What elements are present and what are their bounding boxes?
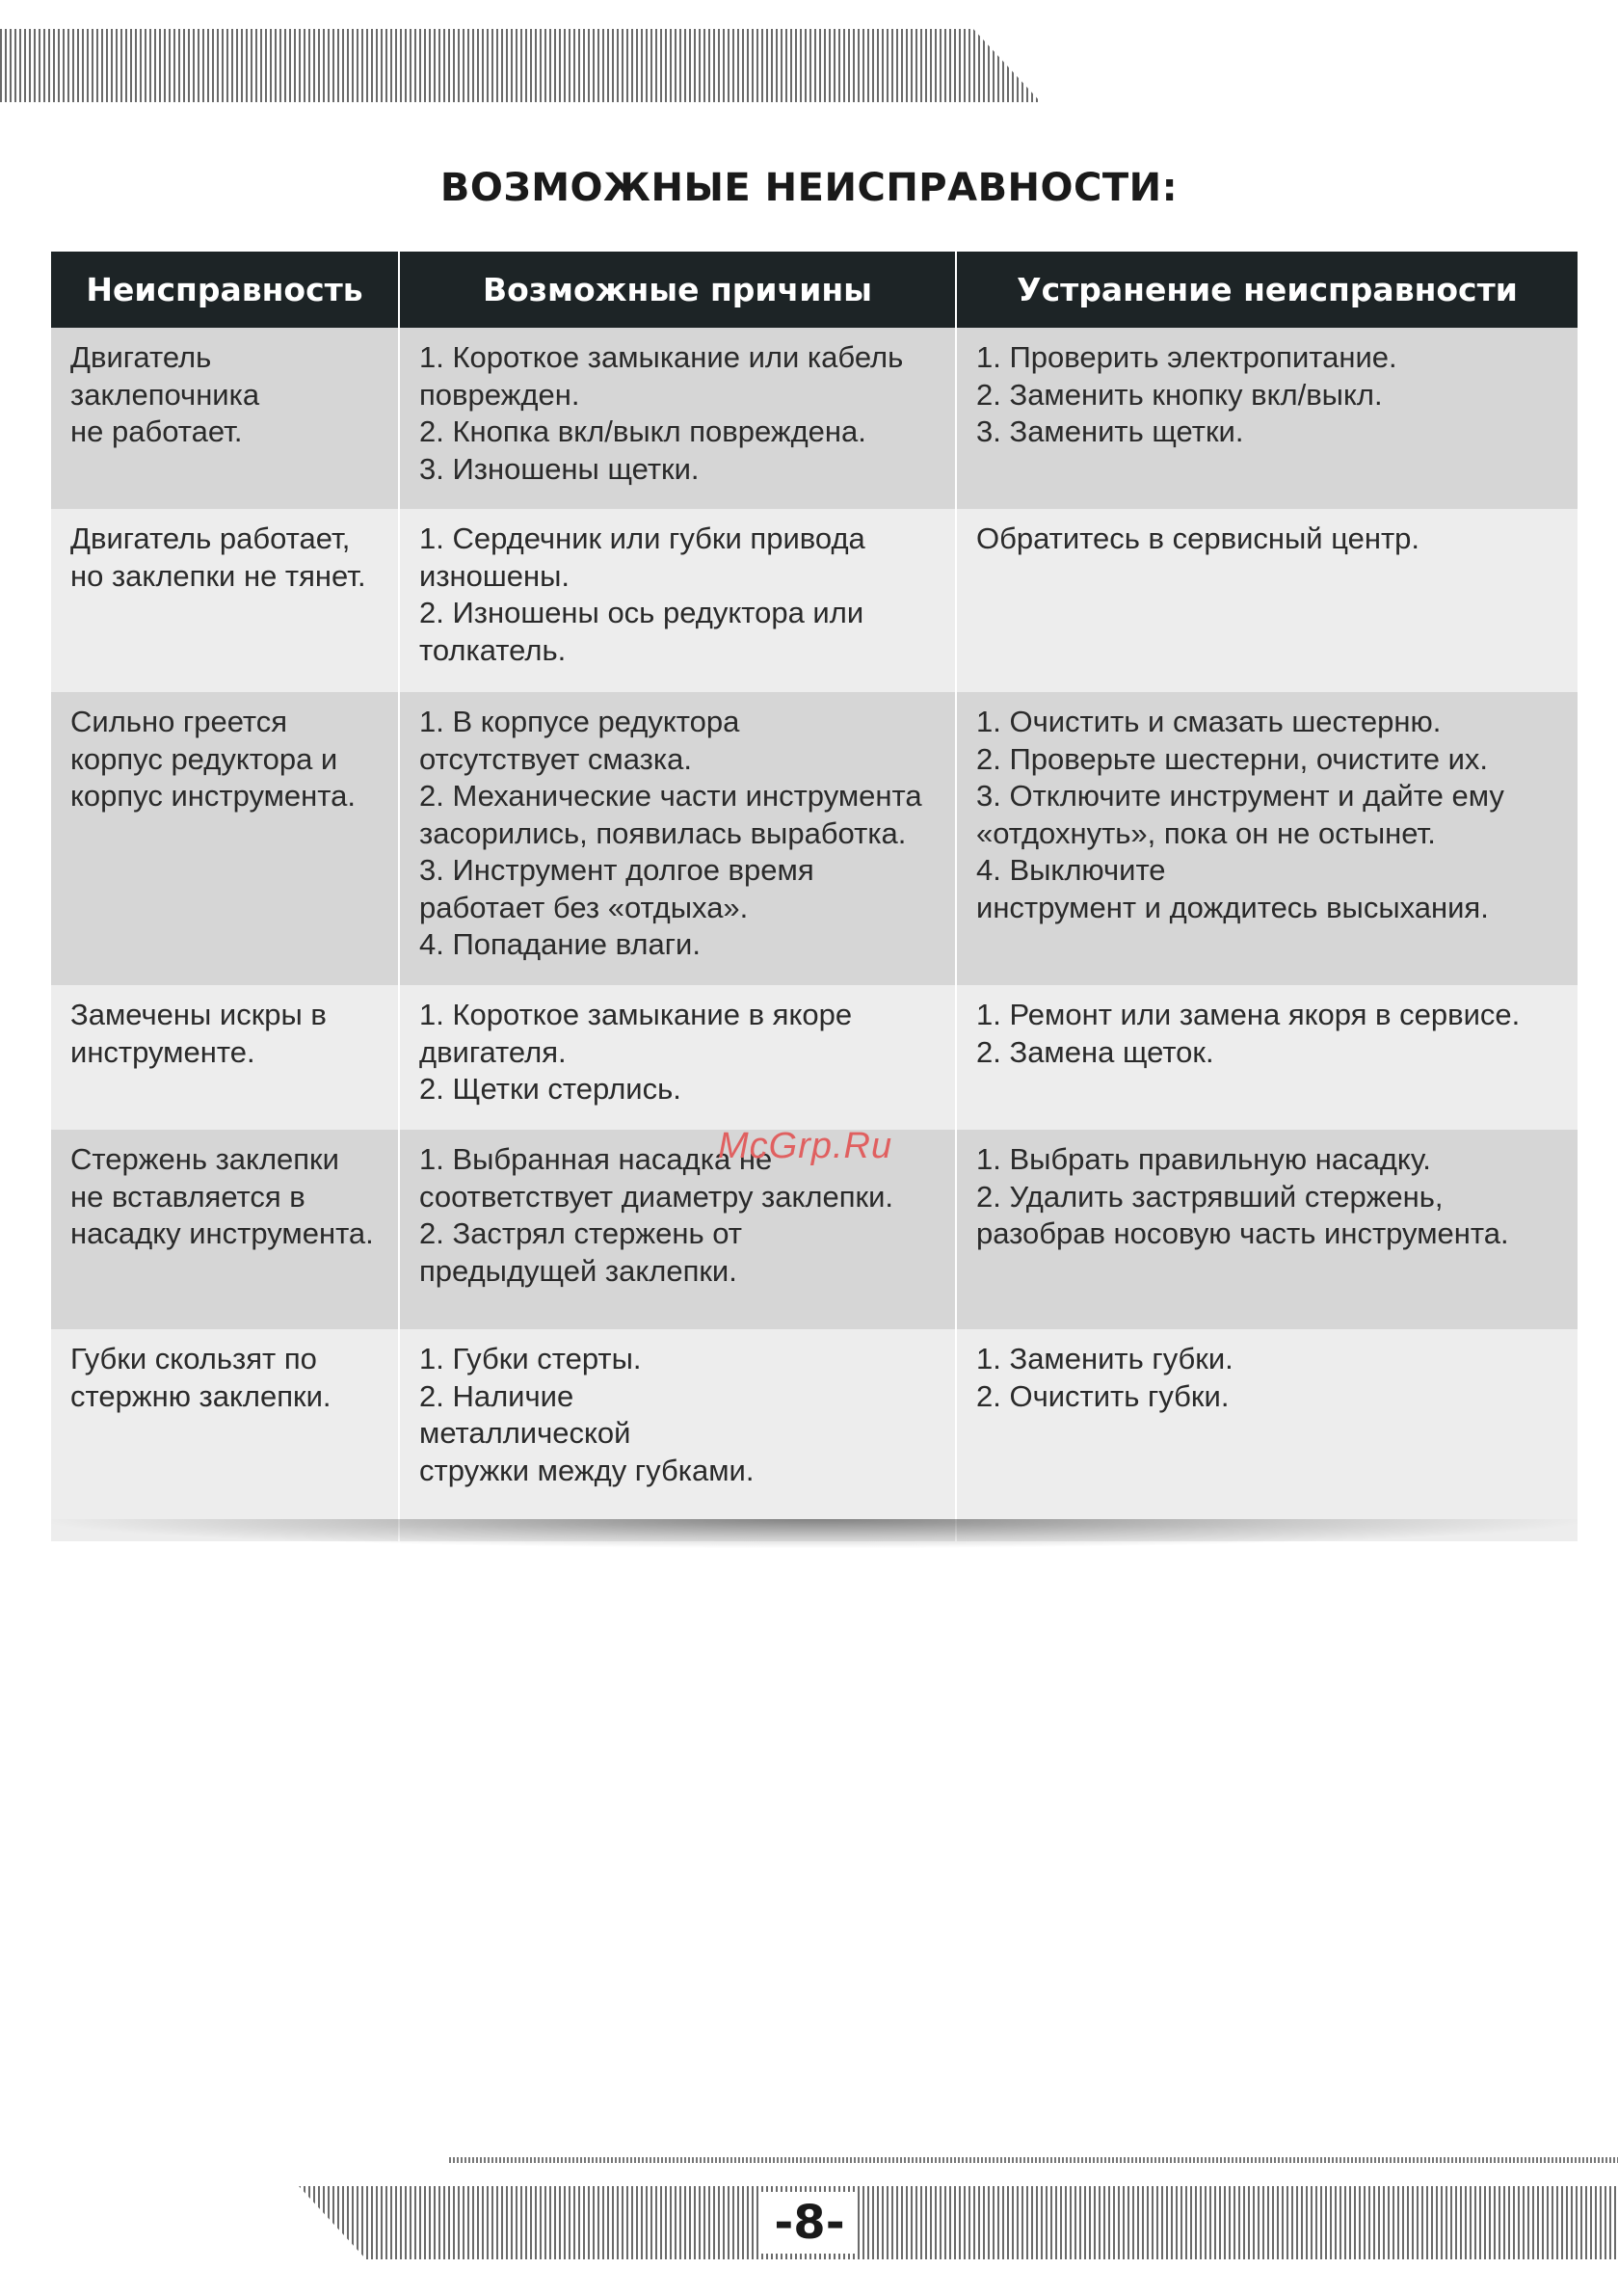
- cell-text-line: Губки скользят по: [70, 1342, 317, 1375]
- fault-cell: [51, 1329, 399, 1541]
- cell-text-line: Обратитесь в сервисный центр.: [976, 521, 1420, 555]
- header-fixes: Устранение неисправности: [956, 252, 1578, 328]
- header-causes: Возможные причины: [399, 252, 956, 328]
- causes-cell: [399, 1329, 956, 1541]
- table-row: [51, 1329, 1578, 1541]
- bottom-hatch-band: [299, 2186, 1618, 2259]
- cell-text-line: 2. Удалить застрявший стержень,: [976, 1179, 1444, 1214]
- cell-text-line: засорились, появилась выработка.: [419, 815, 907, 850]
- cell-text-line: не работает.: [70, 414, 243, 448]
- cell-text-line: 2. Изношены ось редуктора или: [419, 596, 864, 629]
- cell-text-line: 2. Очистить губки.: [976, 1378, 1230, 1413]
- cell-text-line: инструменте.: [70, 1034, 255, 1069]
- cell-text-line: 1. Ремонт или замена якоря в сервисе.: [976, 998, 1521, 1031]
- table-row: [51, 509, 1578, 692]
- fixes-cell: [956, 509, 1578, 692]
- cell-text-line: 2. Проверьте шестерни, очистите их.: [976, 741, 1489, 776]
- cell-text-line: Сильно греется: [70, 705, 288, 738]
- fixes-cell: [956, 985, 1578, 1130]
- cell-text-line: 4. Выключите: [976, 853, 1166, 887]
- faults-table: [51, 252, 1578, 1541]
- table-row: [51, 692, 1578, 985]
- cell-text-line: 4. Попадание влаги.: [419, 927, 701, 961]
- causes-cell: [399, 985, 956, 1130]
- cell-text-line: поврежден.: [419, 377, 580, 412]
- cell-text-line: 2. Механические части инструмента: [419, 779, 922, 813]
- cell-text-line: изношены.: [419, 558, 570, 593]
- fixes-cell: [956, 328, 1578, 509]
- cell-text-line: 1. Короткое замыкание или кабель: [419, 340, 904, 374]
- cell-text-line: 1. Короткое замыкание в якоре: [419, 998, 853, 1031]
- table-row: [51, 985, 1578, 1130]
- page-number: -8-: [761, 2192, 858, 2254]
- causes-cell: [399, 328, 956, 509]
- cell-text-line: 1. Выбрать правильную насадку.: [976, 1142, 1431, 1176]
- fault-cell: [51, 328, 399, 509]
- table-shadow: [51, 1519, 1578, 1548]
- causes-cell: [399, 692, 956, 985]
- cell-text-line: 3. Заменить щетки.: [976, 414, 1244, 448]
- bottom-dotted-line: [449, 2157, 1618, 2163]
- cell-text-line: насадку инструмента.: [70, 1216, 374, 1250]
- cell-text-line: заклепочника: [70, 377, 260, 412]
- cell-text-line: корпус инструмента.: [70, 779, 356, 813]
- cell-text-line: предыдущей заклепки.: [419, 1253, 737, 1288]
- cell-text-line: 2. Щетки стерлись.: [419, 1072, 681, 1106]
- cell-text-line: работает без «отдыха».: [419, 890, 749, 924]
- cell-text-line: стержню заклепки.: [70, 1378, 332, 1413]
- top-hatch-band: [0, 29, 1041, 102]
- fault-cell: [51, 985, 399, 1130]
- cell-text-line: 3. Отключите инструмент и дайте ему: [976, 779, 1504, 813]
- fault-cell: [51, 692, 399, 985]
- cell-text-line: 1. Очистить и смазать шестерню.: [976, 705, 1442, 738]
- cell-text-line: корпус редуктора и: [70, 741, 338, 776]
- cell-text-line: 1. Заменить губки.: [976, 1342, 1233, 1375]
- cell-text-line: не вставляется в: [70, 1179, 305, 1214]
- cell-text-line: инструмент и дождитесь высыхания.: [976, 890, 1489, 924]
- cell-text-line: 2. Заменить кнопку вкл/выкл.: [976, 377, 1383, 412]
- fault-cell: [51, 509, 399, 692]
- cell-text-line: 3. Инструмент долгое время: [419, 853, 814, 887]
- table-header-row: [51, 252, 1578, 328]
- cell-text-line: разобрав носовую часть инструмента.: [976, 1216, 1509, 1250]
- cell-text-line: 2. Замена щеток.: [976, 1034, 1214, 1069]
- cell-text-line: Двигатель: [70, 340, 212, 374]
- cell-text-line: 2. Застрял стержень от: [419, 1216, 742, 1250]
- cell-text-line: отсутствует смазка.: [419, 741, 692, 776]
- cell-text-line: Замечены искры в: [70, 998, 327, 1031]
- fixes-cell: [956, 692, 1578, 985]
- header-fault: Неисправность: [51, 252, 399, 328]
- cell-text-line: 1. Выбранная насадка не: [419, 1142, 773, 1176]
- cell-text-line: «отдохнуть», пока он не остынет.: [976, 815, 1436, 850]
- fixes-cell: [956, 1329, 1578, 1541]
- cell-text-line: толкатель.: [419, 632, 567, 667]
- watermark: McGrp.Ru: [718, 1126, 893, 1166]
- cell-text-line: 2. Наличие: [419, 1378, 574, 1413]
- causes-cell: [399, 509, 956, 692]
- cell-text-line: Двигатель работает,: [70, 521, 351, 555]
- cell-text-line: стружки между губками.: [419, 1453, 755, 1487]
- cell-text-line: соответствует диаметру заклепки.: [419, 1179, 894, 1214]
- cell-text-line: Стержень заклепки: [70, 1142, 339, 1176]
- cell-text-line: металлической: [419, 1416, 631, 1450]
- page-title: ВОЗМОЖНЫЕ НЕИСПРАВНОСТИ:: [439, 166, 1179, 210]
- cell-text-line: но заклепки не тянет.: [70, 558, 366, 593]
- fixes-cell: [956, 1130, 1578, 1329]
- cell-text-line: 1. В корпусе редуктора: [419, 705, 740, 738]
- table-row: [51, 328, 1578, 509]
- cell-text-line: 1. Проверить электропитание.: [976, 340, 1397, 374]
- fault-cell: [51, 1130, 399, 1329]
- cell-text-line: двигателя.: [419, 1034, 567, 1069]
- cell-text-line: 3. Изношены щетки.: [419, 451, 700, 486]
- cell-text-line: 1. Губки стерты.: [419, 1342, 642, 1375]
- cell-text-line: 1. Сердечник или губки привода: [419, 521, 865, 555]
- cell-text-line: 2. Кнопка вкл/выкл повреждена.: [419, 414, 866, 448]
